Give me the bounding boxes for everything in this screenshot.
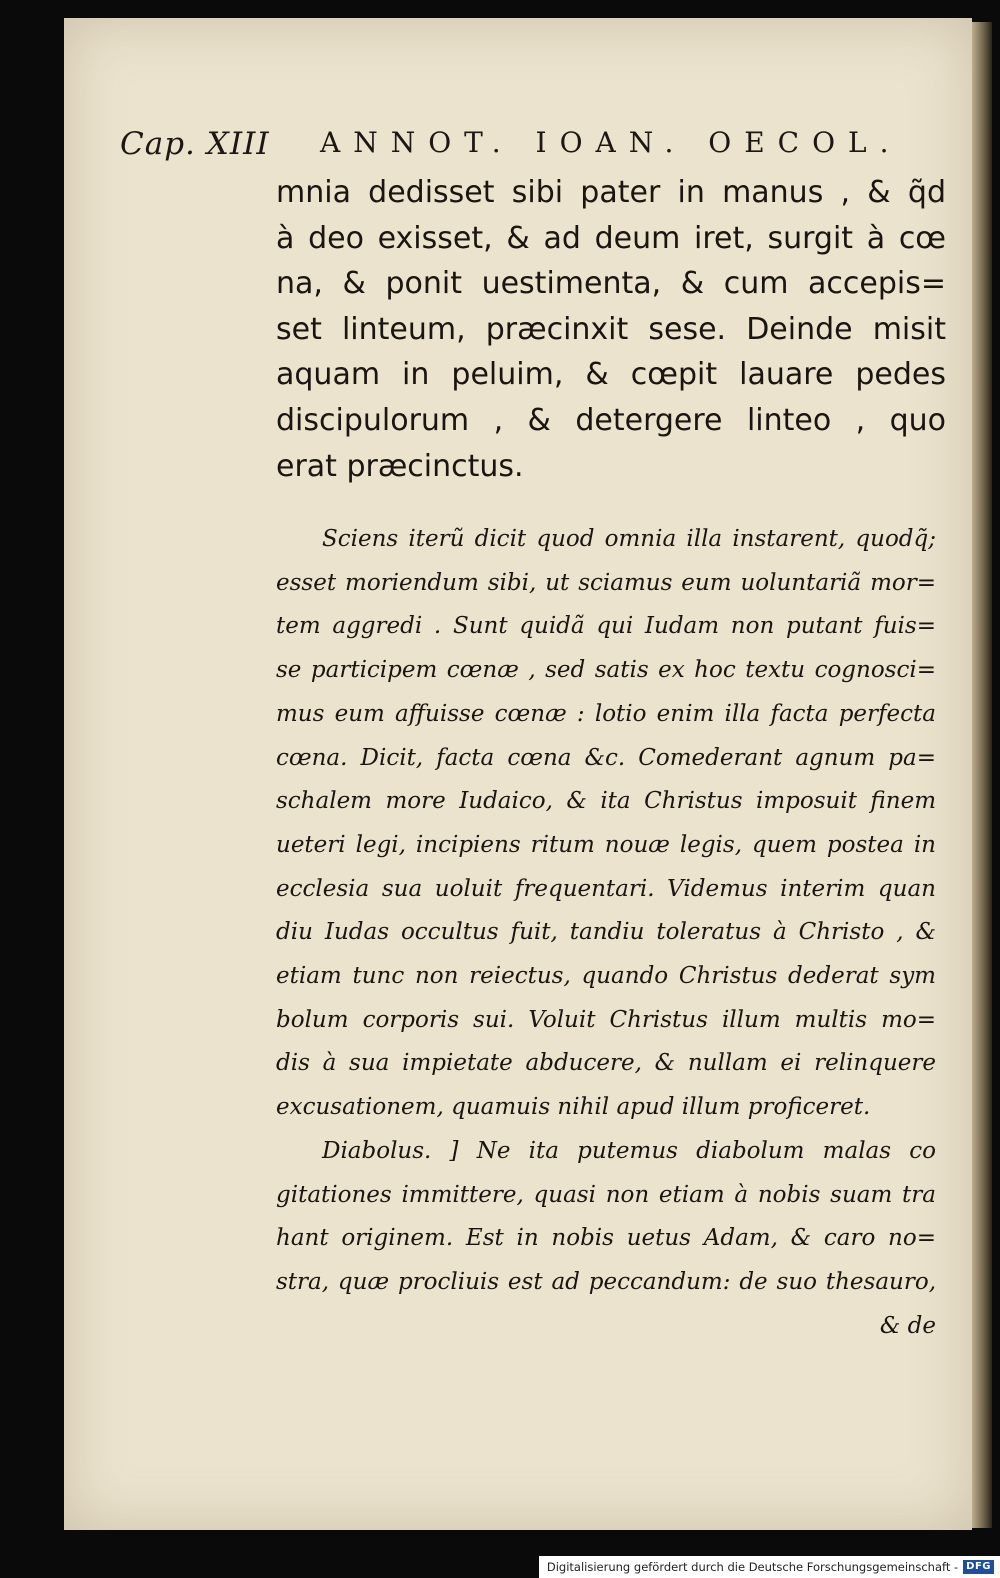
digitization-credit [539, 1556, 1000, 1578]
catchword: & de [879, 1312, 936, 1339]
scripture-line: set linteum, præcinxit sese. Deinde misit [276, 311, 946, 347]
scripture-text [276, 170, 946, 489]
chapter-label: Cap. XIII [120, 126, 270, 162]
scripture-line: discipulorum , & detergere linteo , quo [276, 402, 946, 438]
commentary-line: Sciens iterũ dicit quod omnia illa instarent, quodq̃; [322, 526, 936, 552]
commentary-line: mus eum affuisse cœnæ : lotio enim illa facta perfecta [276, 700, 936, 727]
scripture-line: aquam in peluim, & cœpit lauare pedes [276, 357, 946, 393]
commentary-line: gitationes immittere, quasi non etiam à nobis suam tra [276, 1181, 936, 1208]
running-title: ANNOT. IOAN. OECOL. [320, 126, 902, 159]
commentary-line: schalem more Iudaico, & ita Christus imposuit finem [276, 788, 936, 815]
commentary-line: stra, quæ procliuis est ad peccandum: de suo thesauro, [276, 1268, 936, 1295]
commentary-line: ueteri legi, incipiens ritum nouæ legis, quem postea in [276, 831, 936, 858]
scripture-line: mnia dedisset sibi pater in manus , & q̃d [276, 175, 946, 210]
scripture-line: à deo exisset, & ad deum iret, surgit à cœ [276, 220, 946, 256]
commentary-line: tem aggredi . Sunt quidã qui Iudam non putant fuis= [276, 613, 936, 640]
scripture-line: erat præcinctus. [276, 448, 524, 484]
dfg-logo: DFG [963, 1560, 994, 1574]
commentary-line: hant originem. Est in nobis uetus Adam, & caro no= [276, 1225, 936, 1252]
scripture-line: na, & ponit uestimenta, & cum accepis= [276, 266, 946, 302]
commentary-line: diu Iudas occultus fuit, tandiu toleratus à Christo , & [276, 919, 936, 946]
commentary-text [276, 518, 936, 1348]
commentary-line: excusationem, quamuis nihil apud illum proficeret. [276, 1094, 871, 1121]
commentary-line: ecclesia sua uoluit frequentari. Videmus interim quan [276, 875, 936, 902]
commentary-line: Diabolus. ] Ne ita putemus diabolum malas co [322, 1137, 936, 1164]
running-head [64, 126, 972, 170]
commentary-line: etiam tunc non reiectus, quando Christus dederat sym [276, 963, 936, 990]
commentary-line: bolum corporis sui. Voluit Christus illum multis mo= [276, 1006, 936, 1033]
credit-text: Digitalisierung gefördert durch die Deutsche Forschungsgemeinschaft - [546, 1560, 959, 1574]
book-page [64, 18, 972, 1530]
commentary-line: se participem cœnæ , sed satis ex hoc textu cognosci= [276, 657, 936, 684]
commentary-line: dis à sua impietate abducere, & nullam ei relinquere [276, 1050, 936, 1077]
commentary-line: cœna. Dicit, facta cœna &c. Comederant agnum pa= [276, 744, 936, 771]
commentary-line: esset moriendum sibi, ut sciamus eum uoluntariã mor= [276, 569, 936, 596]
